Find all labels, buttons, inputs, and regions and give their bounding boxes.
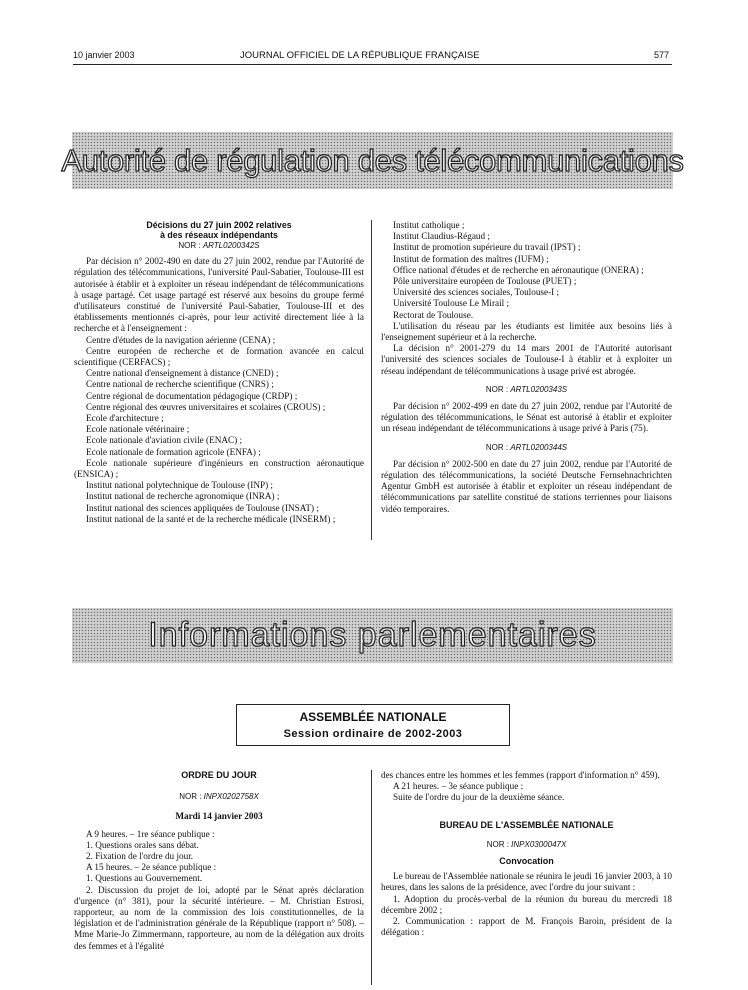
header-page-number: 577	[654, 50, 670, 60]
institution-list-item: Ecole nationale vétérinaire ;	[86, 424, 190, 435]
nor-code: INPX0202758X	[203, 792, 259, 802]
column-divider	[371, 770, 372, 985]
institution-list-item: Institut national de recherche agronomique (INRA) ;	[86, 491, 280, 502]
nor-code: ARTL0200344S	[510, 442, 568, 452]
agenda-item: A 15 heures. – 2e séance publique :	[86, 862, 217, 873]
institution-list-left	[74, 335, 364, 525]
nor-reference	[74, 791, 364, 802]
decision-paragraph: La décision n° 2001-279 du 14 mars 2001 de l'Autorité autorisant l'université des sciences sociales de Toulouse-I à établir et à exploiter un réseau indépendant de télécommunications à usage privé est abrogée.	[381, 343, 672, 376]
convocation-paragraph: Le bureau de l'Assemblée nationale se réunira le jeudi 16 janvier 2003, à 10 heures, dans les salons de la présidence, avec l'ordre du jour suivant :	[381, 871, 672, 893]
decision-paragraph: Par décision n° 2002-500 en date du 27 juin 2002, rendue par l'Autorité de régulation des télécommunications, la société Deutsche Fernsehnachrichten Agentur GmbH est autorisée à établir et exploiter un réseau indépendant de télécommunications par satellite constitué de stations terriennes pour liaisons vidéo temporaires.	[381, 458, 672, 514]
nor-reference	[381, 839, 672, 850]
evening-sitting: A 21 heures. – 3e séance publique :	[393, 781, 524, 792]
bureau-title: BUREAU DE L'ASSEMBLÉE NATIONALE	[439, 819, 614, 830]
institution-list-item: Institut national des sciences appliquées de Toulouse (INSAT) ;	[86, 502, 319, 513]
decision-paragraph: Par décision n° 2002-490 en date du 27 juin 2002, rendue par l'Autorité de régulation des télécommunications, l'université Paul-Sabatier, Toulouse-III est autorisée à établir et à exploiter un réseau indépendant de télécommunications à usage partagé. Cet usage partagé est réservé aux besoins du groupe fermé d'utilisateurs constitué de l'université Paul-Sabatier, Toulouse-III et des établissements mentionnés ci-après, pour leur activité directement liée à la recherche et à l'enseignement :	[74, 256, 364, 334]
institution-list-item: Université des sciences sociales, Toulouse-I ;	[393, 287, 560, 298]
header-journal-title: JOURNAL OFFICIEL DE LA RÉPUBLIQUE FRANÇAISE	[240, 50, 480, 61]
section-banner-arcep	[61, 132, 684, 189]
institution-list-item: Université Toulouse Le Mirail ;	[393, 298, 510, 309]
institution-list-item: Centre national de recherche scientifique (CNRS) ;	[86, 379, 274, 390]
institution-list-item: Ecole d'architecture ;	[86, 413, 164, 424]
nor-code: ARTL0200342S	[202, 241, 260, 250]
institution-list-item: Institut Claudius-Régaud ;	[393, 231, 490, 242]
nor-label: NOR :	[485, 442, 509, 452]
institution-list-item: Centre européen de recherche et de formation avancée en calcul scientifique (CERFACS) ;	[74, 345, 364, 368]
institution-list-item: Office national d'études et de recherche en aéronautique (ONERA) ;	[393, 264, 644, 275]
bureau-column	[381, 770, 672, 938]
convocation-item: 1. Adoption du procès-verbal de la réunion du bureau du mercredi 18 décembre 2002 ;	[381, 893, 672, 915]
banner-title: Informations parlementaires	[148, 616, 597, 654]
nor-label: NOR :	[485, 384, 509, 394]
ordre-title: ORDRE DU JOUR	[181, 770, 257, 780]
agenda-items	[74, 829, 364, 952]
decision-title-line2: à des réseaux indépendants	[160, 230, 278, 240]
agenda-item: 1. Questions au Gouvernement.	[86, 873, 203, 884]
institution-list-item: Pôle universitaire européen de Toulouse (PUET) ;	[393, 276, 577, 287]
nor-code: INPX0300047X	[511, 839, 567, 849]
nor-label: NOR :	[179, 792, 202, 802]
arcep-right-column	[381, 220, 672, 515]
agenda-continuation: des chances entre les hommes et les femmes (rapport d'information n° 459).	[381, 770, 660, 780]
nor-code: ARTL0200343S	[510, 384, 568, 394]
nor-reference	[74, 240, 364, 251]
institution-list-item: Ecole nationale de formation agricole (ENFA) ;	[86, 446, 261, 457]
assemblee-title: ASSEMBLÉE NATIONALE	[299, 710, 447, 724]
agenda-suite: Suite de l'ordre du jour de la deuxième séance.	[393, 792, 565, 803]
institution-list-item: Rectorat de Toulouse.	[393, 309, 474, 320]
banner-title: Autorité de régulation des télécommunications	[61, 142, 684, 178]
institution-list-item: Institut national de la santé et de la recherche médicale (INSERM) ;	[86, 513, 336, 524]
institution-list-item: Ecole nationale d'aviation civile (ENAC) ;	[86, 435, 243, 446]
ordre-du-jour-column	[74, 770, 364, 952]
nor-label: NOR :	[178, 241, 201, 250]
institution-list-item: Centre régional des œuvres universitaires et scolaires (CROUS) ;	[86, 401, 326, 412]
agenda-item: 2. Discussion du projet de loi, adopté par le Sénat après déclaration d'urgence (n° 381), pour la sécurité intérieure. – M. Christian Estrosi, rapporteur, au nom de la commission des lois constitutionnelles, de la législation et de l'administration générale de la République (rapport n° 508). – Mme Marie-Jo Zimmermann, rapporteure, au nom de la délégation aux droits des femmes et à l'égalité	[74, 884, 364, 951]
institution-list-item: Centre national d'enseignement à distance (CNED) ;	[86, 368, 279, 379]
nor-label: NOR :	[486, 839, 509, 849]
column-divider	[371, 220, 372, 540]
header-date: 10 janvier 2003	[73, 50, 135, 60]
institution-list-item: Centre régional de documentation pédagogique (CRDP) ;	[86, 390, 298, 401]
header-rule	[73, 64, 672, 65]
assemblee-heading-box	[236, 704, 510, 746]
institution-list-item: Ecole nationale supérieure d'ingénieurs en construction aéronautique (ENSICA) ;	[74, 457, 364, 480]
institution-list-item: Institut catholique ;	[393, 220, 465, 230]
decision-paragraph: L'utilisation du réseau par les étudiants est limitée aux besoins liés à l'enseignement supérieur et à la recherche.	[381, 320, 672, 343]
convocation-heading: Convocation	[499, 856, 554, 867]
agenda-item: 2. Fixation de l'ordre du jour.	[86, 851, 194, 862]
session-subtitle: Session ordinaire de 2002-2003	[283, 728, 463, 740]
institution-list-item: Institut de formation des maîtres (IUFM) ;	[393, 253, 549, 264]
convocation-item: 2. Communication : rapport de M. François Baroin, président de la délégation :	[381, 916, 672, 938]
decision-title-line1: Décisions du 27 juin 2002 relatives	[146, 220, 292, 230]
institution-list-item: Centre d'études de la navigation aérienne (CENA) ;	[86, 334, 276, 345]
agenda-item: A 9 heures. – 1re séance publique :	[86, 828, 215, 839]
decision-paragraph: Par décision n° 2002-499 en date du 27 juin 2002, rendue par l'Autorité de régulation des télécommunications, le Sénat est autorisé à établir et exploiter un réseau indépendant de télécommunications à usage privé à Paris (75).	[381, 401, 672, 434]
sitting-date: Mardi 14 janvier 2003	[175, 811, 263, 822]
nor-reference	[381, 442, 672, 453]
nor-reference	[381, 384, 672, 395]
agenda-item: 1. Questions orales sans débat.	[86, 839, 199, 850]
section-banner-parlementaires	[72, 608, 673, 663]
institution-list-item: Institut national polytechnique de Toulouse (INP) ;	[86, 480, 273, 491]
institution-list-item: Institut de promotion supérieure du travail (IPST) ;	[393, 242, 581, 253]
arcep-left-column	[74, 220, 364, 525]
institution-list-right	[381, 220, 672, 321]
